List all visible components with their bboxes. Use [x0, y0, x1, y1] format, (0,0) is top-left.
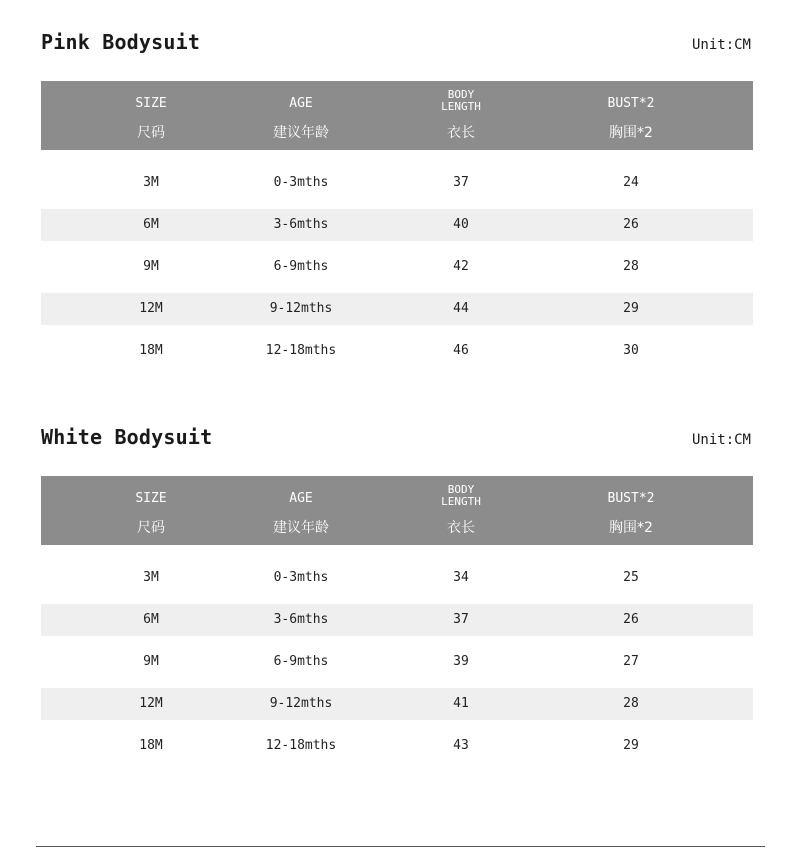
column-header-zh: 建议年龄 — [273, 125, 329, 141]
table-cell: 44 — [453, 301, 469, 316]
table-cell: 0-3mths — [273, 175, 329, 190]
column-header-zh: 衣长 — [447, 125, 475, 141]
table-cell: 12M — [139, 696, 163, 711]
table-cell: 37 — [453, 612, 469, 627]
table-cell: 9-12mths — [269, 301, 333, 316]
column-header-en: AGE — [289, 96, 313, 111]
table-row — [41, 335, 753, 367]
table-cell: 43 — [453, 738, 469, 753]
column-header — [581, 476, 681, 545]
table-cell: 41 — [453, 696, 469, 711]
column-header-en — [411, 484, 511, 508]
table-cell: 6M — [143, 217, 159, 232]
table-cell: 29 — [623, 738, 639, 753]
table-cell: 34 — [453, 570, 469, 585]
table-cell: 6-9mths — [273, 654, 329, 669]
table-cell: 26 — [623, 612, 639, 627]
table-cell: 42 — [453, 259, 469, 274]
table-cell: 6M — [143, 612, 159, 627]
column-header-en: SIZE — [135, 491, 167, 506]
column-header-en: SIZE — [135, 96, 167, 111]
section-title: White Bodysuit — [41, 425, 213, 449]
column-header-en-line: BODY — [447, 483, 475, 496]
table-cell: 30 — [623, 343, 639, 358]
table-cell: 26 — [623, 217, 639, 232]
column-header-en: BUST*2 — [607, 96, 655, 111]
column-header — [101, 81, 201, 150]
section-title: Pink Bodysuit — [41, 30, 201, 54]
column-header — [101, 476, 201, 545]
bottom-divider — [36, 846, 765, 847]
column-header-zh: 胸围*2 — [609, 520, 653, 536]
table-cell: 24 — [623, 175, 639, 190]
table-cell: 25 — [623, 570, 639, 585]
table-row — [41, 167, 753, 199]
column-header-en: BUST*2 — [607, 491, 655, 506]
column-header — [241, 476, 361, 545]
column-header-en-line: BODY — [447, 88, 475, 101]
table-row — [41, 688, 753, 720]
table-cell: 3-6mths — [273, 217, 329, 232]
table-row — [41, 604, 753, 636]
table-cell: 18M — [139, 738, 163, 753]
column-header — [581, 81, 681, 150]
table-header — [41, 476, 753, 545]
table-cell: 40 — [453, 217, 469, 232]
table-cell: 9-12mths — [269, 696, 333, 711]
table-cell: 0-3mths — [273, 570, 329, 585]
unit-label: Unit:CM — [691, 37, 751, 53]
table-cell: 12-18mths — [265, 738, 337, 753]
column-header-zh: 尺码 — [137, 520, 165, 536]
table-cell: 3-6mths — [273, 612, 329, 627]
column-header-zh: 尺码 — [137, 125, 165, 141]
table-cell: 28 — [623, 259, 639, 274]
table-cell: 9M — [143, 259, 159, 274]
unit-label: Unit:CM — [691, 432, 751, 448]
column-header — [241, 81, 361, 150]
column-header-en-line: LENGTH — [441, 495, 481, 508]
column-header — [411, 476, 511, 545]
table-header — [41, 81, 753, 150]
column-header-zh: 衣长 — [447, 520, 475, 536]
column-header-zh: 胸围*2 — [609, 125, 653, 141]
table-row — [41, 562, 753, 594]
table-cell: 39 — [453, 654, 469, 669]
table-row — [41, 251, 753, 283]
table-cell: 46 — [453, 343, 469, 358]
column-header-en: AGE — [289, 491, 313, 506]
table-row — [41, 730, 753, 762]
column-header-en-line: LENGTH — [441, 100, 481, 113]
column-header-zh: 建议年龄 — [273, 520, 329, 536]
table-cell: 18M — [139, 343, 163, 358]
table-cell: 9M — [143, 654, 159, 669]
table-cell: 3M — [143, 570, 159, 585]
table-cell: 12-18mths — [265, 343, 337, 358]
table-cell: 29 — [623, 301, 639, 316]
column-header-en — [411, 89, 511, 113]
table-cell: 12M — [139, 301, 163, 316]
column-header — [411, 81, 511, 150]
table-row — [41, 293, 753, 325]
table-cell: 27 — [623, 654, 639, 669]
table-cell: 28 — [623, 696, 639, 711]
table-cell: 37 — [453, 175, 469, 190]
table-row — [41, 209, 753, 241]
table-row — [41, 646, 753, 678]
table-cell: 3M — [143, 175, 159, 190]
table-cell: 6-9mths — [273, 259, 329, 274]
